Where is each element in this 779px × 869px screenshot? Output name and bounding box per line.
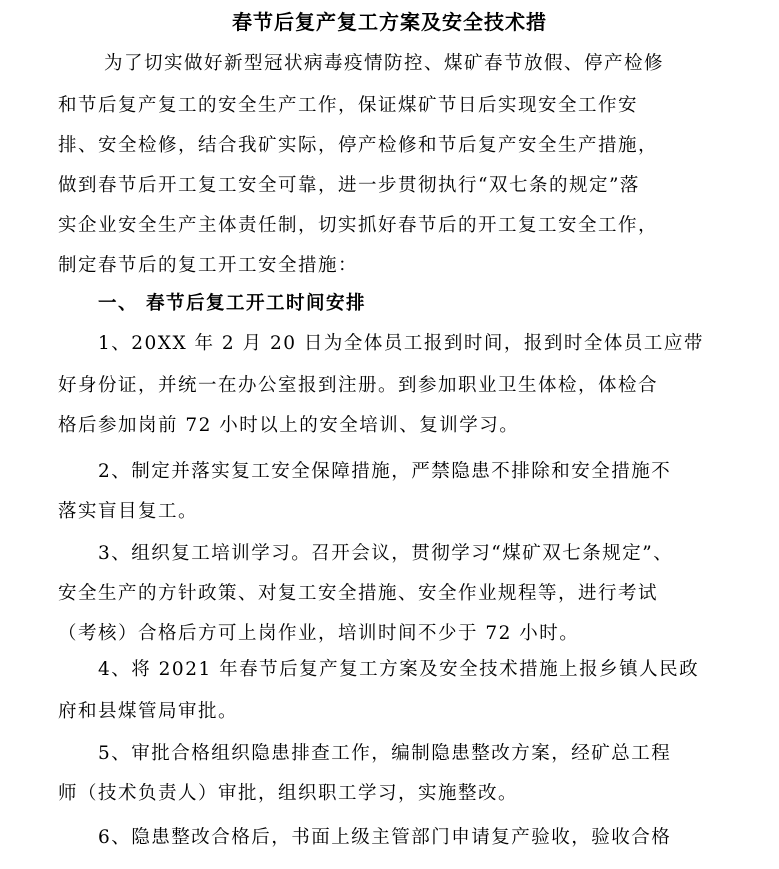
intro-line: 实企业安全生产主体责任制，切实抓好春节后的开工复工安全工作， <box>58 215 659 236</box>
item-4-line: 府和县煤管局审批。 <box>58 701 239 722</box>
section-heading: 一、 春节后复工开工时间安排 <box>98 293 366 314</box>
item-4-line: 4、将 2021 年春节后复产复工方案及安全技术措施上报乡镇人民政 <box>98 659 700 680</box>
item-1-line: 1、20XX 年 2 月 20 日为全体员工报到时间，报到时全体员工应带 <box>98 333 704 354</box>
document-title: 春节后复产复工方案及安全技术措 <box>232 10 547 34</box>
intro-line: 排、安全检修，结合我矿实际，停产检修和节后复产安全生产措施， <box>58 135 659 156</box>
intro-line: 制定春节后的复工开工安全措施： <box>58 255 359 276</box>
item-3-line: （考核）合格后方可上岗作业，培训时间不少于 72 小时。 <box>58 623 580 644</box>
intro-line: 为了切实做好新型冠状病毒疫情防控、煤矿春节放假、停产检修 <box>104 53 665 74</box>
intro-line: 和节后复产复工的安全生产工作，保证煤矿节日后实现安全工作安 <box>58 95 639 116</box>
item-1-line: 好身份证，并统一在办公室报到注册。到参加职业卫生体检，体检合 <box>58 375 659 396</box>
item-1-line: 格后参加岗前 72 小时以上的安全培训、复训学习。 <box>58 415 520 436</box>
item-3-line: 安全生产的方针政策、对复工安全措施、安全作业规程等，进行考试 <box>58 583 659 604</box>
item-3-line: 3、组织复工培训学习。召开会议，贯彻学习“煤矿双七条规定”、 <box>98 543 674 564</box>
item-2-line: 落实盲目复工。 <box>58 501 199 522</box>
item-5-line: 师（技术负责人）审批，组织职工学习，实施整改。 <box>58 783 519 804</box>
item-5-line: 5、审批合格组织隐患排查工作，编制隐患整改方案，经矿总工程 <box>98 743 672 764</box>
item-6-line: 6、隐患整改合格后，书面上级主管部门申请复产验收，验收合格 <box>98 827 672 848</box>
intro-line: 做到春节后开工复工安全可靠，进一步贯彻执行“双七条的规定”落 <box>58 175 640 196</box>
item-2-line: 2、制定并落实复工安全保障措施，严禁隐患不排除和安全措施不 <box>98 461 672 482</box>
